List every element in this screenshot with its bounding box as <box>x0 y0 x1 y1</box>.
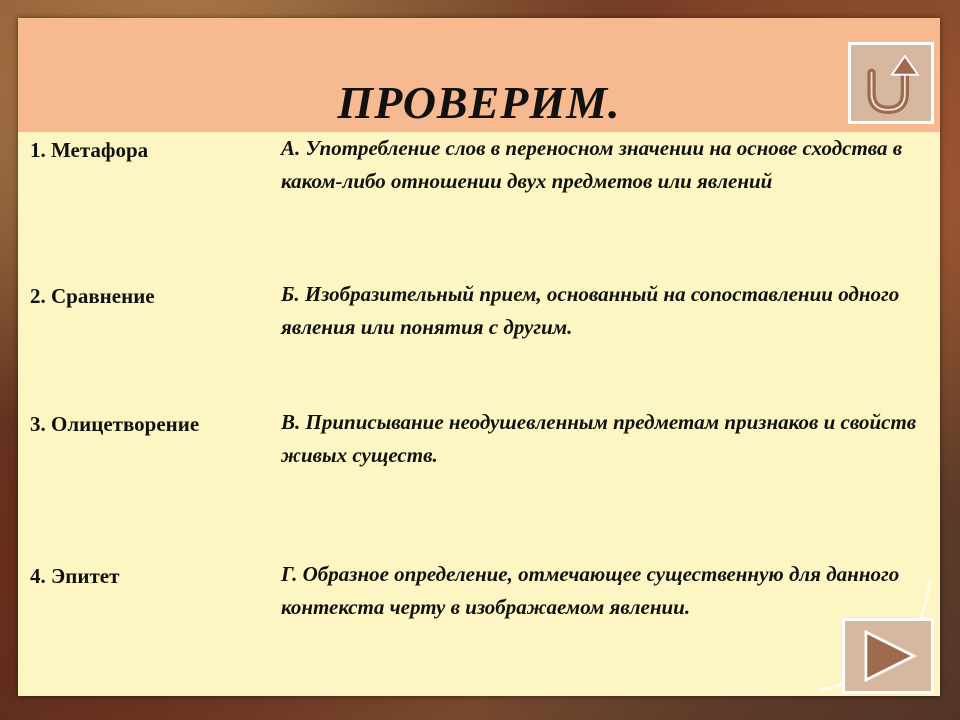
term-label: 2. Сравнение <box>30 284 155 308</box>
term-label: 3. Олицетворение <box>30 412 200 436</box>
definition-text: А. Употребление слов в переносном значении на основе сходства в каком-либо отношении двух предметов или явлений <box>281 136 903 193</box>
back-button[interactable] <box>848 42 934 124</box>
definition-text: В. Приписывание неодушевленным предметам признаков и свойств живых существ. <box>281 410 917 467</box>
page-title: ПРОВЕРИМ. <box>337 77 621 128</box>
play-triangle-icon <box>845 621 931 691</box>
next-button[interactable] <box>842 618 934 694</box>
u-turn-arrow-icon <box>851 45 931 121</box>
term-label: 1. Метафора <box>30 138 149 162</box>
definition-text: Б. Изобразительный прием, основанный на сопоставлении одного явления или понятия с другим. <box>281 282 900 339</box>
definition-text: Г. Образное определение, отмечающее существенную для данного контекста черту в изображаемом явлении. <box>281 562 900 619</box>
term-label: 4. Эпитет <box>30 564 120 588</box>
header-bar <box>18 18 940 132</box>
